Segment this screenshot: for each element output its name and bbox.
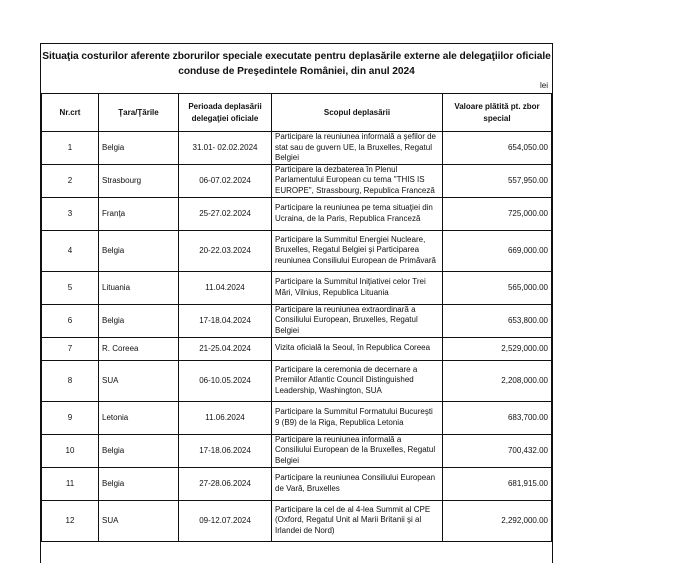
cell-purpose: Participare la reuniunea informală a şefilor de stat sau de guvern UE, la Bruxelles, Regatul Belgiei — [272, 132, 443, 165]
cell-nr: 12 — [42, 500, 99, 541]
costs-document — [40, 43, 553, 563]
cell-country: Belgia — [99, 132, 179, 165]
cell-period: 21-25.04.2024 — [179, 337, 272, 360]
table-row — [42, 434, 552, 467]
table-row — [42, 271, 552, 304]
cell-country: Belgia — [99, 230, 179, 271]
cell-country: Lituania — [99, 271, 179, 304]
cell-nr: 8 — [42, 360, 99, 401]
cell-purpose: Participare la reuniunea extraordinară a Consiliului European, Bruxelles, Regatul Belgiei — [272, 304, 443, 337]
cell-country: Belgia — [99, 467, 179, 500]
cell-value: 557,950.00 — [443, 164, 552, 197]
cell-country: Franţa — [99, 197, 179, 230]
cell-purpose: Vizita oficială la Seoul, în Republica Coreea — [272, 337, 443, 360]
header-period: Perioada deplasării delegaţiei oficiale — [179, 94, 272, 132]
cell-nr: 2 — [42, 164, 99, 197]
table-row — [42, 230, 552, 271]
cell-country: Belgia — [99, 434, 179, 467]
costs-table — [41, 93, 552, 542]
cell-nr: 7 — [42, 337, 99, 360]
cell-purpose: Participare la ceremonia de decernare a Premiilor Atlantic Council Distinguished Leadership, Washington, SUA — [272, 360, 443, 401]
table-row — [42, 197, 552, 230]
cell-value: 669,000.00 — [443, 230, 552, 271]
cell-period: 20-22.03.2024 — [179, 230, 272, 271]
cell-country: Letonia — [99, 401, 179, 434]
cell-nr: 6 — [42, 304, 99, 337]
table-row — [42, 304, 552, 337]
cell-period: 31.01- 02.02.2024 — [179, 132, 272, 165]
cell-country: SUA — [99, 360, 179, 401]
cell-value: 700,432.00 — [443, 434, 552, 467]
table-row — [42, 467, 552, 500]
cell-value: 2,292,000.00 — [443, 500, 552, 541]
cell-period: 17-18.06.2024 — [179, 434, 272, 467]
cell-value: 2,208,000.00 — [443, 360, 552, 401]
cell-value: 653,800.00 — [443, 304, 552, 337]
cell-nr: 9 — [42, 401, 99, 434]
cell-country: SUA — [99, 500, 179, 541]
cell-period: 17-18.04.2024 — [179, 304, 272, 337]
cell-purpose: Participare la reuniunea pe tema situaţiei din Ucraina, de la Paris, Republica Franceză — [272, 197, 443, 230]
cell-country: Strasbourg — [99, 164, 179, 197]
cell-value: 725,000.00 — [443, 197, 552, 230]
cell-purpose: Participare la Summitul Energiei Nucleare, Bruxelles, Regatul Belgiei şi Participarea reuniunea Consiliului European de Primăvară — [272, 230, 443, 271]
title-line-2: conduse de Preşedintele României, din anul 2024 — [178, 66, 415, 77]
table-row — [42, 500, 552, 541]
cell-period: 06-07.02.2024 — [179, 164, 272, 197]
cell-period: 06-10.05.2024 — [179, 360, 272, 401]
cell-purpose: Participare la Summitul Formatului Bucureşti 9 (B9) de la Riga, Republica Letonia — [272, 401, 443, 434]
cell-purpose: Participare la reuniunea Consiliului European de Vară, Bruxelles — [272, 467, 443, 500]
table-row — [42, 337, 552, 360]
cell-nr: 11 — [42, 467, 99, 500]
cell-value: 654,050.00 — [443, 132, 552, 165]
cell-period: 27-28.06.2024 — [179, 467, 272, 500]
cell-purpose: Participare la dezbaterea în Plenul Parlamentului European cu tema "THIS IS EUROPE", Strassbourg, Republica Franceză — [272, 164, 443, 197]
header-value: Valoare plătită pt. zbor special — [443, 94, 552, 132]
cell-period: 11.04.2024 — [179, 271, 272, 304]
cell-country: Belgia — [99, 304, 179, 337]
title-line-1: Situaţia costurilor aferente zborurilor speciale executate pentru deplasările externe ale delegaţiilor oficiale — [42, 51, 551, 62]
cell-period: 25-27.02.2024 — [179, 197, 272, 230]
cell-value: 681,915.00 — [443, 467, 552, 500]
cell-purpose: Participare la Summitul Iniţiativei celor Trei Mări, Vilnius, Republica Lituania — [272, 271, 443, 304]
cell-purpose: Participare la cel de al 4-lea Summit al CPE (Oxford, Regatul Unit al Marii Britanii şi al Irlandei de Nord) — [272, 500, 443, 541]
cell-nr: 5 — [42, 271, 99, 304]
document-title — [41, 44, 552, 79]
cell-nr: 1 — [42, 132, 99, 165]
header-nr: Nr.crt — [42, 94, 99, 132]
header-purpose: Scopul deplasării — [272, 94, 443, 132]
table-header-row — [42, 94, 552, 132]
cell-value: 565,000.00 — [443, 271, 552, 304]
table-row — [42, 360, 552, 401]
header-country: Ţara/Ţările — [99, 94, 179, 132]
table-row — [42, 132, 552, 165]
cell-nr: 3 — [42, 197, 99, 230]
cell-country: R. Coreea — [99, 337, 179, 360]
cell-period: 11.06.2024 — [179, 401, 272, 434]
cell-period: 09-12.07.2024 — [179, 500, 272, 541]
table-row — [42, 164, 552, 197]
cell-purpose: Participare la reuniunea informală a Consiliului European de la Bruxelles, Regatul Belgiei — [272, 434, 443, 467]
cell-value: 683,700.00 — [443, 401, 552, 434]
cell-nr: 4 — [42, 230, 99, 271]
currency-unit: lei — [539, 81, 548, 90]
cell-value: 2,529,000.00 — [443, 337, 552, 360]
table-row — [42, 401, 552, 434]
cell-nr: 10 — [42, 434, 99, 467]
